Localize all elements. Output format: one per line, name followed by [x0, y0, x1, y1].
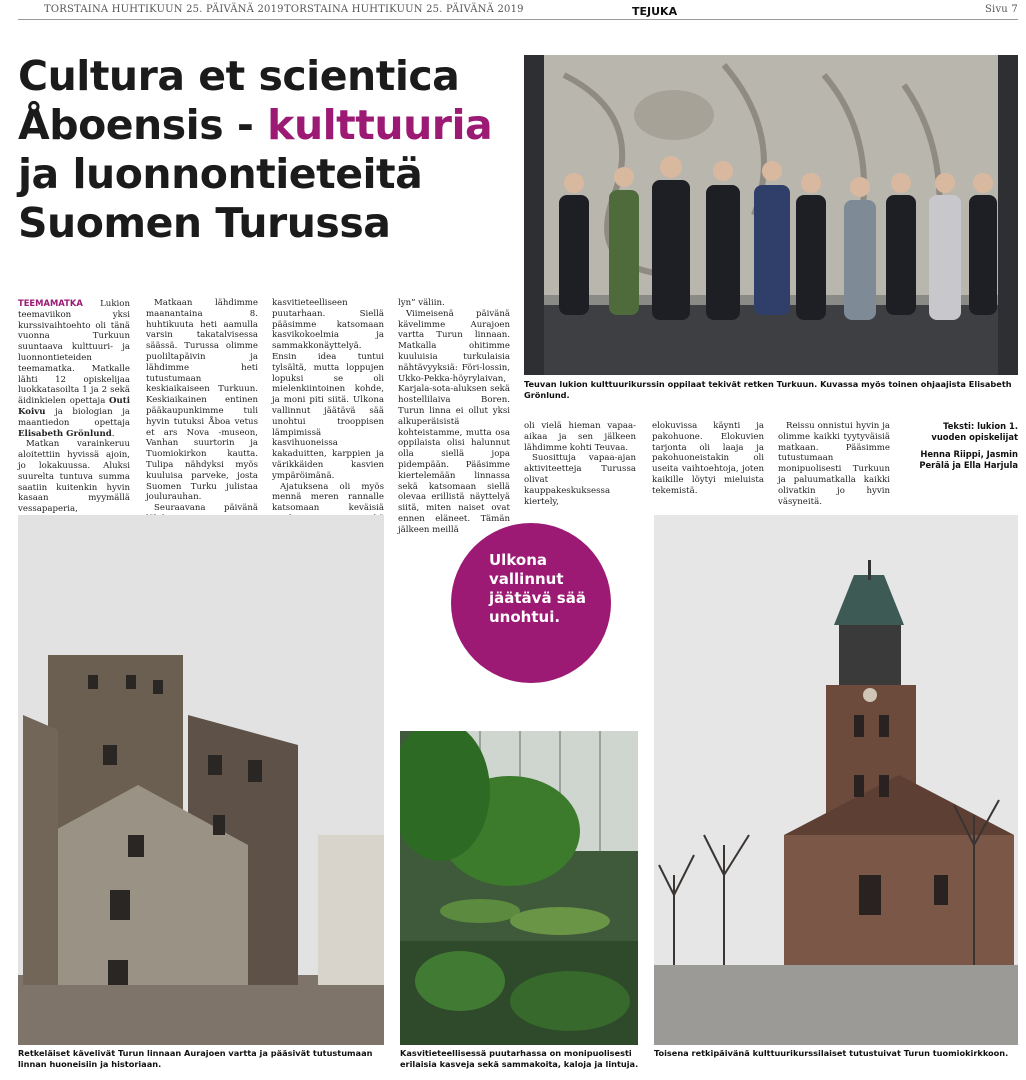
column-5-paragraph-1: oli vielä hieman vapaa-aikaa ja sen jälkeen lähdimme kohti Teuvaa.: [524, 421, 636, 453]
headline-line-1: Cultura et scientica: [18, 52, 460, 100]
credit-line-1: Teksti: lukion 1. vuoden opiskelijat: [931, 421, 1018, 442]
column-3-paragraph-2: Ajatuksena oli myös mennä meren rannalle katsomaan keväisiä: [272, 481, 384, 514]
column-2-paragraph-1: Matkaan lähdimme maanantaina 8. huhtikuuta heti aamulla varsin takatalvisessa säässä. Turussa olimme puoliltapäivin ja lähdimme heti tutustumaan keskiaikaiseen Turkuun. Keskiaikainen entinen pääkaupunkimme tuli hyvin tutuksi Åboa vetus et ars Nova -museon, Vanhan suurtorin ja Tuomiokirkon kautta. Tulipa nähdyksi myös kuuluisa parveke, josta Suomen Turku julistaa joulurauhan.: [146, 298, 258, 503]
column-1-paragraph-2: Matkan varainkeruu aloitettiin hyvissä ajoin, jo lokakuussa. Aluksi suurelta tuntuva summa saatiin kuitenkin hyvin kasaan myymällä vessapaperia,: [18, 439, 130, 515]
column-1-text-c: .: [111, 428, 115, 439]
column-1-text-a: Lukion teemaviikon yksi kurssivaihtoehto oli tänä vuonna Turkuun suuntaava kulttuuri- ja luonnontieteiden teemamatka. Matkalle lähti 12 opiskelijaa luokkatasoilta 1 ja 2 sekä äidinkielen opettaja: [18, 299, 130, 407]
masthead-rule: [18, 19, 1018, 20]
article-kicker: TEEMAMATKA: [18, 298, 83, 308]
group-photo: [524, 55, 1018, 375]
headline-line-2: [18, 101, 518, 150]
column-7-paragraph-1: Reissu onnistui hyvin ja olimme kaikki tyytyväisiä matkaan. Pääsimme tutustumaan monipuolisesti Turkuun ja paluumatkalla kaikki olivatkin jo hyvin väsyneitä.: [778, 421, 890, 507]
masthead-date-left: TORSTAINA HUHTIKUUN 25. PÄIVÄNÄ 2019: [44, 4, 284, 15]
masthead-paper-name: TEJUKA: [632, 5, 678, 18]
cathedral-photo-caption: Toisena retkipäivänä kulttuurikurssilaiset tutustuivat Turun tuomiokirkkoon.: [654, 1048, 1009, 1058]
article-column-7: [778, 421, 890, 507]
column-4-paragraph-2: Viimeisenä päivänä kävelimme Aurajoen vartta Turun linnaan. Matkalla ohitimme kuuluisia turkulaisia nähtävyyksiä: Föri-lossin, Ukko-Pekka-höyrylaivan, Karjala-sota-aluksen sekä hostellilaiva Boren. Turun linna ei ollut yksi alkuperäisistä kohteistamme, mutta osa oppilaista olisi halunnut olla siellä jopa pidempään. Pääsimme kiertelemään linnassa sekä katsomaan siellä olevaa erillistä näyttelyä siitä, miten naiset ovat ennen eläneet. Tämän jälkeen meillä: [398, 308, 510, 535]
column-2-paragraph-2: Seuraavana päivänä: [154, 503, 258, 514]
teacher-name-2: Elisabeth Grönlund: [18, 428, 112, 439]
column-1-paragraph-1: [18, 298, 130, 439]
column-6-paragraph-1: elokuvissa käynti ja pakohuone. Elokuvien tarjonta oli laaja ja pakohuoneistakin oli useita vaihtoehtoja, joten kaikille löytyi mieluista tekemistä.: [652, 421, 764, 496]
headline-line-2a: Åboensis -: [18, 101, 268, 149]
castle-photo: [18, 515, 384, 1045]
pull-quote-text: Ulkona vallinnut jäätävä sää unohtui.: [489, 551, 586, 626]
headline-line-4: Suomen Turussa: [18, 199, 391, 247]
botanical-garden-caption: Kasvitieteellisessä puutarhassa on monipuolisesti erilaisia kasveja sekä sammakoita, kaloja ja lintuja.: [400, 1048, 639, 1069]
teacher-name-1: Outi Koivu: [18, 396, 130, 417]
article-headline: [18, 52, 518, 248]
credit-line-2: Henna Riippi, Jasmin Perälä ja Ella Harjula: [919, 449, 1018, 470]
masthead-page-number: Sivu 7: [985, 4, 1018, 15]
botanical-garden-photo: [400, 731, 638, 1045]
headline-line-3: ja luonnontieteitä: [18, 150, 423, 198]
column-4-paragraph-1: lyn” väliin.: [398, 298, 445, 308]
article-column-4: [398, 298, 510, 536]
column-5-paragraph-2: Suosittuja vapaa-ajan aktiviteetteja Turussa olivat kauppakeskuksessa kiertely,: [524, 453, 636, 507]
column-3-paragraph-1: kasvitieteelliseen puutarhaan. Siellä pääsimme katsomaan kasvikokoelmia ja sammakkonäyttelyä. Ensin idea tuntui tylsältä, mutta loppujen lopuksi se oli mielenkiintoinen kohde, ja moni piti siitä. Ulkona vallinnut jäätävä sää unohtui trooppisen lämpimissä kasvihuoneissa kakaduitten, karppien ja värikkäiden kasvien ympäröimänä.: [272, 298, 384, 481]
cathedral-photo: [654, 515, 1018, 1045]
article-column-5: [524, 421, 636, 507]
column-1-text-b: ja biologian ja maantiedon opettaja: [18, 406, 130, 428]
castle-photo-caption: Retkeläiset kävelivät Turun linnaan Aurajoen vartta ja pääsivät tutustumaan linnan huoneisiin ja historiaan.: [18, 1048, 373, 1069]
headline-accent: kulttuuria: [267, 101, 493, 149]
group-photo-caption: Teuvan lukion kulttuurikurssin oppilaat tekivät retken Turkuun. Kuvassa myös toinen ohjaajista Elisabeth Grönlund.: [524, 379, 1012, 400]
article-column-1: [18, 298, 130, 537]
article-column-6: [652, 421, 764, 497]
article-credits: [908, 421, 1018, 471]
pull-quote-circle: [451, 523, 611, 683]
masthead-date-right: TORSTAINA HUHTIKUUN 25. PÄIVÄNÄ 2019: [284, 4, 524, 15]
